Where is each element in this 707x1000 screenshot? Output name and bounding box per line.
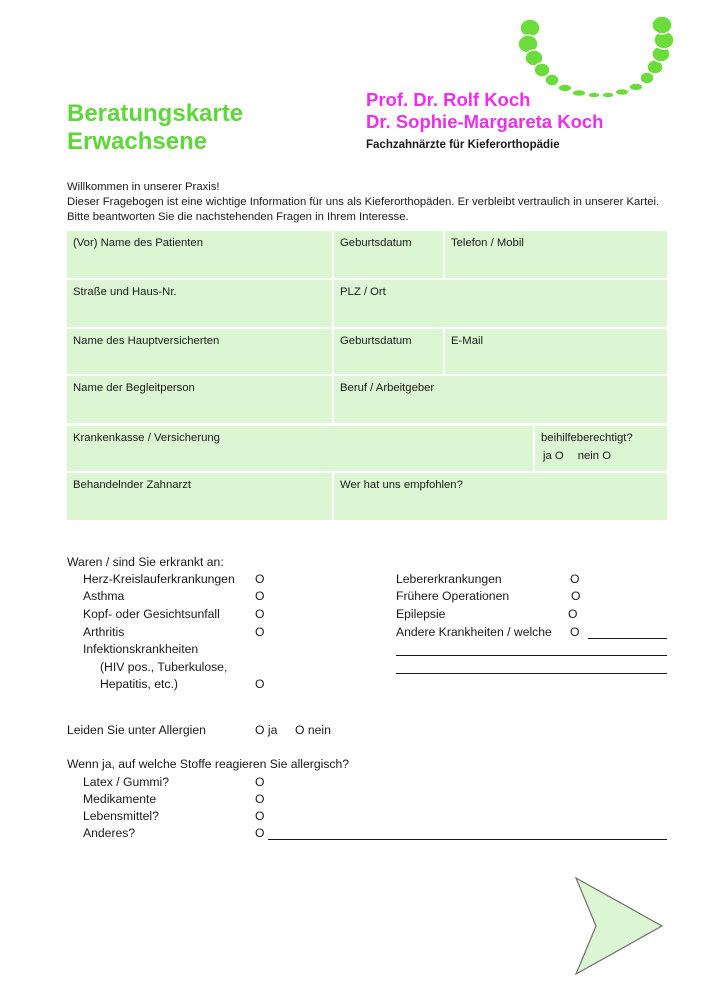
insurance-label: Krankenkasse / Versicherung	[73, 432, 220, 444]
occupation-label: Beruf / Arbeitgeber	[340, 382, 435, 394]
dentist-label: Behandelnder Zahnarzt	[73, 479, 192, 491]
allergy-no-option[interactable]: O nein	[295, 723, 331, 737]
companion-label: Name der Begleitperson	[73, 382, 195, 394]
email-label: E-Mail	[451, 335, 484, 347]
referral-field[interactable]	[334, 473, 667, 520]
illness-liver-checkbox[interactable]: O	[570, 572, 580, 586]
insured-name-label: Name des Hauptversicherten	[73, 335, 220, 347]
infection-detail-1: (HIV pos., Tuberkulose,	[100, 660, 228, 674]
intro-line-1: Willkommen in unserer Praxis!	[67, 181, 220, 193]
illness-other-input-line-1[interactable]	[588, 638, 667, 639]
street-label: Straße und Haus-Nr.	[73, 286, 177, 298]
title-line-2: Erwachsene	[67, 128, 208, 155]
title-line-1: Beratungskarte	[67, 100, 244, 127]
occupation-field[interactable]	[334, 376, 667, 423]
doctor-2: Dr. Sophie-Margareta Koch	[366, 111, 604, 132]
street-field[interactable]	[67, 280, 332, 327]
doctor-1: Prof. Dr. Rolf Koch	[366, 89, 531, 110]
referral-label: Wer hat uns empfohlen?	[340, 479, 463, 491]
illness-item-heart: Herz-Kreislauferkrankungen	[83, 572, 235, 586]
illness-item-head-injury: Kopf- oder Gesichtsunfall	[83, 607, 220, 621]
phone-field[interactable]	[445, 231, 667, 278]
intro-text	[67, 180, 667, 225]
illness-epilepsy-checkbox[interactable]: O	[568, 607, 578, 621]
doctor-names	[366, 89, 603, 133]
allergy-item-medication: Medikamente	[83, 792, 157, 806]
dentist-field[interactable]	[67, 473, 332, 520]
next-page-arrow-icon[interactable]	[574, 876, 664, 976]
beihilfe-field	[535, 426, 667, 471]
phone-label: Telefon / Mobil	[451, 237, 524, 249]
illness-item-arthritis: Arthritis	[83, 625, 125, 639]
illness-item-surgery: Frühere Operationen	[396, 589, 510, 603]
patient-name-label: (Vor) Name des Patienten	[73, 237, 203, 249]
zip-city-field[interactable]	[334, 280, 667, 327]
birthdate-label-2: Geburtsdatum	[340, 335, 412, 347]
allergy-other-input-line[interactable]	[268, 839, 667, 840]
companion-field[interactable]	[67, 376, 332, 423]
allergy-food-checkbox[interactable]: O	[255, 809, 265, 823]
beihilfe-label: beihilfeberechtigt?	[541, 432, 633, 444]
illness-other-checkbox[interactable]: O	[570, 625, 580, 639]
allergy-item-other: Anderes?	[83, 826, 136, 840]
illness-asthma-checkbox[interactable]: O	[255, 589, 265, 603]
allergy-latex-checkbox[interactable]: O	[255, 775, 265, 789]
intro-line-2: Dieser Fragebogen ist eine wichtige Information für uns als Kieferorthopäden. Er verbleibt vertraulich in unserer Kartei. Bitte beantworten Sie die nachstehenden Fragen in Ihrem Interesse.	[67, 196, 660, 223]
allergy-medication-checkbox[interactable]: O	[255, 792, 265, 806]
birthdate-field-1[interactable]	[334, 231, 443, 278]
illness-surgery-checkbox[interactable]: O	[571, 589, 581, 603]
illness-question: Waren / sind Sie erkrankt an:	[67, 555, 224, 569]
insured-name-field[interactable]	[67, 329, 332, 374]
specialty: Fachzahnärzte für Kieferorthopädie	[366, 139, 560, 151]
illness-other-input-line-3[interactable]	[396, 673, 667, 674]
illness-item-other: Andere Krankheiten / welche	[396, 625, 552, 639]
patient-name-field[interactable]	[67, 231, 332, 278]
insurance-field[interactable]	[67, 426, 533, 471]
illness-infection-checkbox[interactable]: O	[255, 677, 265, 691]
allergy-item-latex: Latex / Gummi?	[83, 775, 170, 789]
illness-item-liver: Lebererkrankungen	[396, 572, 502, 586]
birthdate-label-1: Geburtsdatum	[340, 237, 412, 249]
allergy-question: Leiden Sie unter Allergien	[67, 723, 206, 737]
zip-city-label: PLZ / Ort	[340, 286, 386, 298]
infection-detail-2: Hepatitis, etc.)	[100, 677, 178, 691]
allergy-other-checkbox[interactable]: O	[255, 826, 265, 840]
illness-arthritis-checkbox[interactable]: O	[255, 625, 265, 639]
illness-item-infection: Infektionskrankheiten	[83, 642, 199, 656]
email-field[interactable]	[445, 329, 667, 374]
birthdate-field-2[interactable]	[334, 329, 443, 374]
illness-item-epilepsy: Epilepsie	[396, 607, 446, 621]
allergy-item-food: Lebensmittel?	[83, 809, 159, 823]
beihilfe-no-option[interactable]: nein O	[577, 450, 612, 462]
allergy-followup-question: Wenn ja, auf welche Stoffe reagieren Sie allergisch?	[67, 757, 350, 771]
illness-heart-checkbox[interactable]: O	[255, 572, 265, 586]
allergy-yes-option[interactable]: O ja	[255, 723, 278, 737]
beihilfe-yes-option[interactable]: ja O	[543, 450, 564, 462]
illness-item-asthma: Asthma	[83, 589, 125, 603]
illness-head-injury-checkbox[interactable]: O	[255, 607, 265, 621]
illness-other-input-line-2[interactable]	[396, 655, 667, 656]
